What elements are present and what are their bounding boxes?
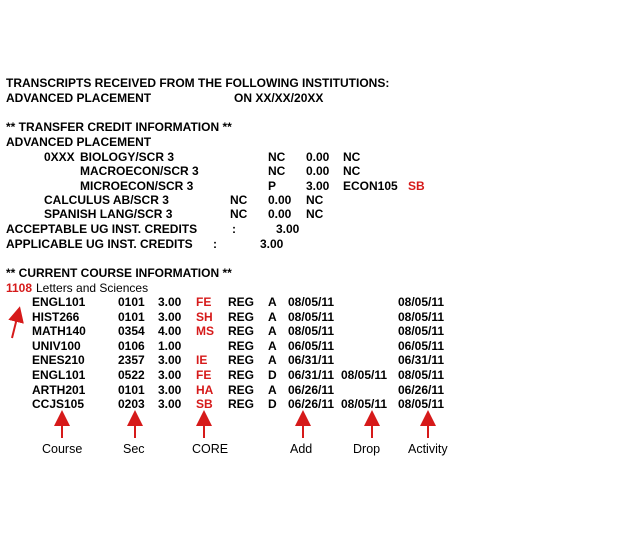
- college-code-arrow: [12, 314, 18, 338]
- ap-received-date: ON XX/XX/20XX: [234, 91, 324, 105]
- section: 0106: [118, 338, 145, 353]
- transcripts-heading: TRANSCRIPTS RECEIVED FROM THE FOLLOWING INSTITUTIONS:: [6, 76, 390, 90]
- course-code: ARTH201: [32, 382, 86, 397]
- credits: 3.00: [158, 397, 182, 412]
- ap-institution-label: ADVANCED PLACEMENT: [6, 91, 152, 105]
- annotation-core: CORE: [192, 442, 229, 456]
- core-code: FE: [196, 295, 212, 309]
- activity-date: 08/05/11: [398, 295, 445, 309]
- add-date: 06/05/11: [288, 338, 335, 353]
- course-code: ENGL101: [32, 368, 86, 382]
- applicable-credits-value: 3.00: [260, 237, 284, 251]
- course-code: ENES210: [32, 353, 85, 368]
- grade: A: [268, 295, 277, 309]
- transfer-grade: NC: [268, 164, 286, 178]
- course-code: HIST266: [32, 309, 80, 324]
- transfer-course: SPANISH LANG/SCR 3: [44, 207, 173, 221]
- acceptable-credits-colon: :: [232, 222, 236, 236]
- transfer-credit-title: ** TRANSFER CREDIT INFORMATION **: [6, 120, 232, 134]
- add-date: 06/31/11: [288, 368, 335, 382]
- core-code: HA: [196, 382, 214, 397]
- reg-type: REG: [228, 382, 255, 397]
- grade: A: [268, 353, 277, 368]
- annotation-activity: Activity: [408, 442, 448, 456]
- transfer-grade: NC: [230, 193, 248, 207]
- activity-date: 06/26/11: [398, 382, 445, 397]
- grade: D: [268, 368, 277, 382]
- grade: A: [268, 382, 277, 397]
- add-date: 08/05/11: [288, 309, 335, 324]
- transfer-course: CALCULUS AB/SCR 3: [44, 193, 169, 207]
- annotation-add: Add: [290, 442, 313, 456]
- drop-date: 08/05/11: [341, 368, 388, 382]
- core-code: SB: [196, 397, 213, 412]
- add-date: 06/31/11: [288, 353, 335, 368]
- applicable-credits-colon: :: [213, 237, 217, 251]
- add-date: 06/26/11: [288, 397, 335, 412]
- credits: 3.00: [158, 353, 182, 368]
- section: 0101: [118, 309, 145, 324]
- college-code: 1108: [6, 281, 33, 295]
- reg-type: REG: [228, 397, 255, 412]
- course-code: MATH140: [32, 324, 86, 339]
- add-date: 08/05/11: [288, 324, 335, 339]
- core-code: FE: [196, 368, 212, 382]
- activity-date: 08/05/11: [398, 397, 445, 412]
- add-date: 06/26/11: [288, 382, 335, 397]
- grade: A: [268, 309, 277, 324]
- transfer-core-code: SB: [408, 179, 425, 193]
- applicable-credits-label: APPLICABLE UG INST. CREDITS: [6, 237, 193, 251]
- course-code: UNIV100: [32, 338, 81, 353]
- core-code: MS: [196, 324, 214, 339]
- transfer-credit-subtitle: ADVANCED PLACEMENT: [6, 135, 152, 149]
- section: 0522: [118, 368, 145, 382]
- transfer-prefix: 0XXX: [44, 150, 75, 164]
- reg-type: REG: [228, 353, 255, 368]
- reg-type: REG: [228, 368, 255, 382]
- add-date: 08/05/11: [288, 295, 335, 309]
- transfer-equivalent-course: ECON105: [343, 179, 398, 193]
- grade: A: [268, 324, 277, 339]
- transfer-credits: 0.00: [268, 193, 292, 207]
- annotation-sec: Sec: [123, 442, 145, 456]
- section: 0203: [118, 397, 145, 412]
- acceptable-credits-label: ACCEPTABLE UG INST. CREDITS: [6, 222, 198, 236]
- transfer-status: NC: [306, 207, 324, 221]
- credits: 4.00: [158, 324, 182, 339]
- transfer-grade: NC: [230, 207, 248, 221]
- transfer-course: BIOLOGY/SCR 3: [80, 150, 175, 164]
- annotation-drop: Drop: [353, 442, 381, 456]
- transfer-status: NC: [343, 150, 361, 164]
- transfer-status: NC: [306, 193, 324, 207]
- transfer-credits: 0.00: [306, 150, 330, 164]
- reg-type: REG: [228, 324, 255, 339]
- credits: 3.00: [158, 309, 182, 324]
- section: 0101: [118, 295, 145, 309]
- core-code: IE: [196, 353, 208, 368]
- grade: A: [268, 338, 277, 353]
- activity-date: 06/31/11: [398, 353, 445, 368]
- college-name: Letters and Sciences: [36, 281, 149, 295]
- current-course-title: ** CURRENT COURSE INFORMATION **: [6, 266, 232, 280]
- transfer-course: MICROECON/SCR 3: [80, 179, 194, 193]
- activity-date: 08/05/11: [398, 324, 445, 339]
- section: 2357: [118, 353, 145, 368]
- activity-date: 06/05/11: [398, 338, 445, 353]
- transfer-credits: 0.00: [306, 164, 330, 178]
- transfer-credits: 3.00: [306, 179, 330, 193]
- activity-date: 08/05/11: [398, 368, 445, 382]
- reg-type: REG: [228, 309, 255, 324]
- transfer-course: MACROECON/SCR 3: [80, 164, 199, 178]
- drop-date: 08/05/11: [341, 397, 388, 412]
- annotation-course: Course: [42, 442, 83, 456]
- section: 0101: [118, 382, 145, 397]
- credits: 3.00: [158, 295, 182, 309]
- course-code: CCJS105: [32, 397, 85, 412]
- credits: 1.00: [158, 338, 182, 353]
- acceptable-credits-value: 3.00: [276, 222, 300, 236]
- core-code: SH: [196, 309, 213, 324]
- transfer-credits: 0.00: [268, 207, 292, 221]
- credits: 3.00: [158, 382, 182, 397]
- reg-type: REG: [228, 338, 255, 353]
- transfer-grade: NC: [268, 150, 286, 164]
- credits: 3.00: [158, 368, 182, 382]
- activity-date: 08/05/11: [398, 309, 445, 324]
- course-code: ENGL101: [32, 295, 86, 309]
- section: 0354: [118, 324, 145, 339]
- transfer-status: NC: [343, 164, 361, 178]
- transfer-grade: P: [268, 179, 277, 193]
- reg-type: REG: [228, 295, 255, 309]
- grade: D: [268, 397, 277, 412]
